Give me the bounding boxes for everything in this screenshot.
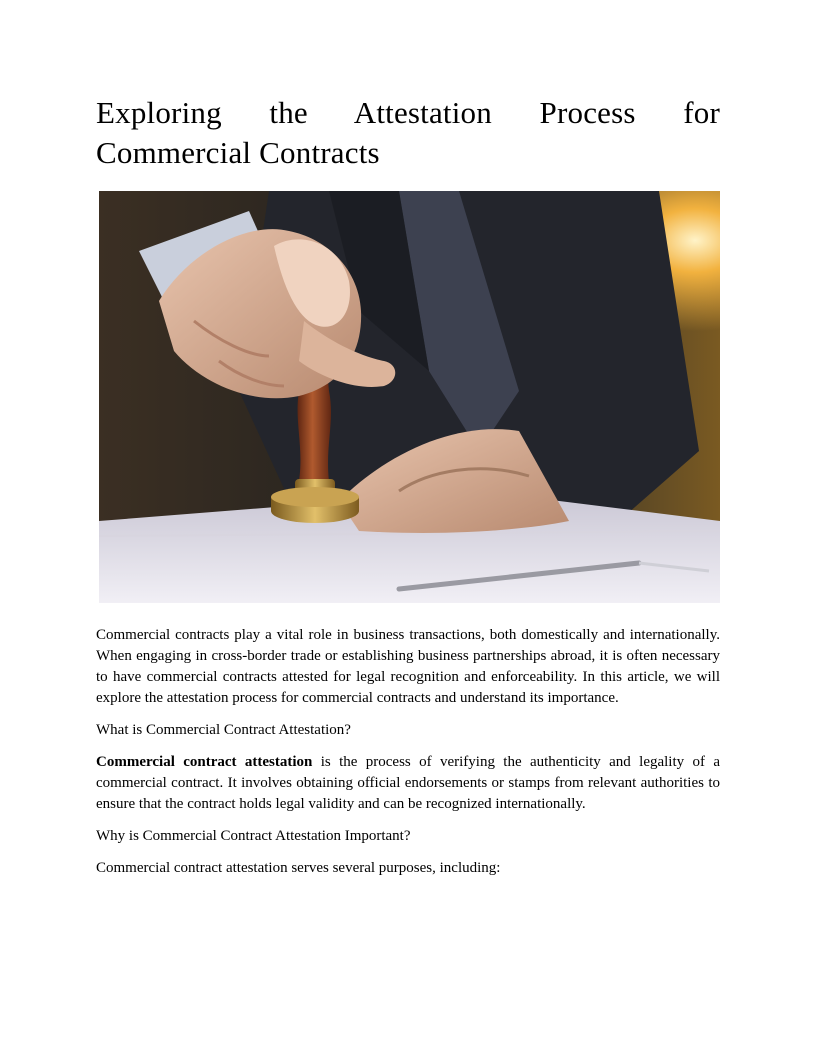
section-heading-why: Why is Commercial Contract Attestation Important? [96,828,411,844]
intro-paragraph: Commercial contracts play a vital role in business transactions, both domestically and internationally. When engaging in cross-border trade or establishing business partnerships abroad, it is often necessary to have commercial contracts attested for legal recognition and enforceability. In this article, we will explore the attestation process for commercial contracts and understand its importance. [96,627,720,706]
section-heading-what: What is Commercial Contract Attestation? [96,722,351,738]
definition-text: is the process of verifying the authenticity and legality of a commercial contract. It involves obtaining official endorsements or stamps from relevant authorities to ensure that the contract holds legal validity and can be recognized internationally. [96,754,721,812]
rubber-stamp-photo [99,191,720,603]
purposes-intro: Commercial contract attestation serves several purposes, including: [96,860,501,876]
article-body [96,625,720,890]
definition-paragraph [96,752,720,815]
article-title: Exploring the Attestation Process for Commercial Contracts [96,95,720,170]
definition-term: Commercial contract attestation [96,754,313,770]
document-page [96,0,720,173]
hero-image [99,191,720,603]
